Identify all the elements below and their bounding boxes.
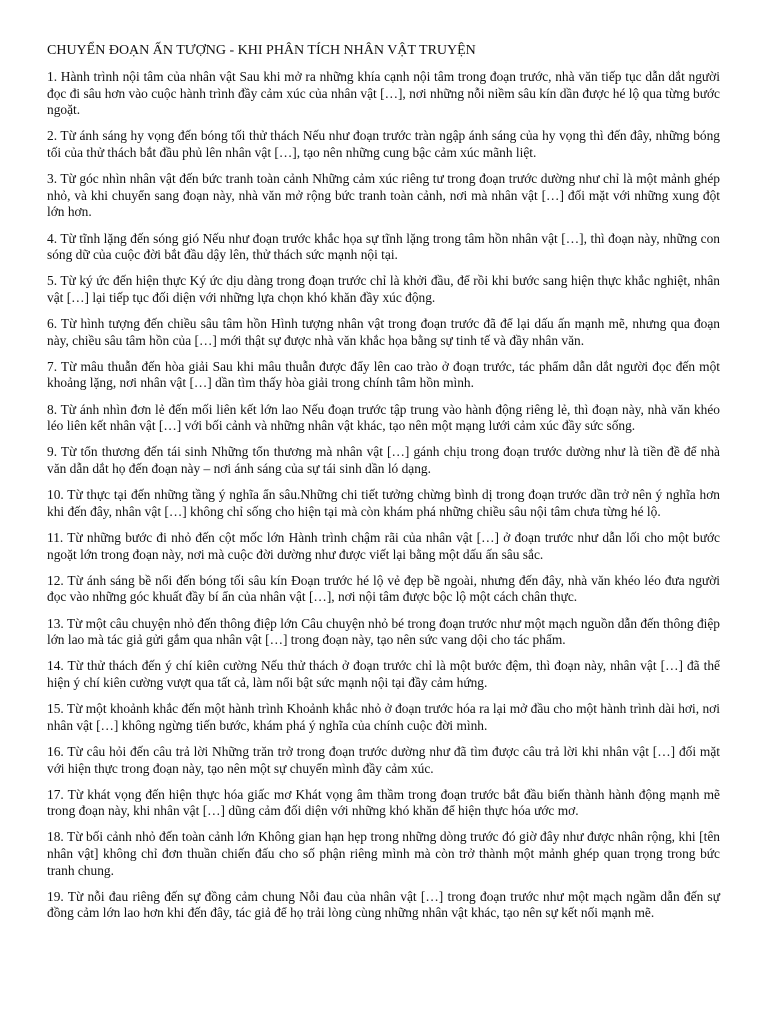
list-item: 16. Từ câu hỏi đến câu trả lời Những trăn trở trong đoạn trước dường như đã tìm được câu trả lời khi nhân vật […] đối mặt với hiện thực trong đoạn này, tạo nên một sự chuyển mình đầy cảm xúc. <box>47 743 720 776</box>
list-item: 15. Từ một khoảnh khắc đến một hành trình Khoảnh khắc nhỏ ở đoạn trước hóa ra lại mở đầu cho một hành trình dài hơi, nơi nhân vật […] không ngừng tiến bước, khám phá ý nghĩa của chính cuộc đời mình. <box>47 701 720 733</box>
list-item: 4. Từ tĩnh lặng đến sóng gió Nếu như đoạn trước khắc họa sự tĩnh lặng trong tâm hồn nhân vật […], thì đoạn này, những con sóng dữ của cuộc đời bắt đầu dậy lên, thử thách sức mạnh nội tại. <box>47 230 720 263</box>
list-item: 19. Từ nỗi đau riêng đến sự đồng cảm chung Nỗi đau của nhân vật […] trong đoạn trước như một mạch ngầm dẫn đến sự đồng cảm lớn lao hơn khi đến đây, tác giả để họ trải lòng cùng những nhân vật khác, tạo nên sự kết nối mạnh mẽ. <box>47 888 720 921</box>
list-item: 14. Từ thử thách đến ý chí kiên cường Nếu thử thách ở đoạn trước chỉ là một bước đệm, thì đoạn này, nhân vật […] đã thể hiện ý chí kiên cường vượt qua tất cả, làm nổi bật sức mạnh nội tại đầy cảm hứng. <box>47 658 720 690</box>
list-item: 7. Từ mâu thuẫn đến hòa giải Sau khi mâu thuẫn được đẩy lên cao trào ở đoạn trước, tác phẩm dẫn dắt người đọc đến một khoảng lặng, nơi nhân vật […] dần tìm thấy hòa giải trong chính tâm hồn mình. <box>47 358 720 391</box>
list-item: 1. Hành trình nội tâm của nhân vật Sau khi mở ra những khía cạnh nội tâm trong đoạn trước, nhà văn tiếp tục dẫn dắt người đọc đi sâu hơn vào cuộc hành trình đầy cảm xúc của nhân vật […], nơi những nỗi niềm sâu kín dần được hé lộ qua từng bước ngoặt. <box>47 69 720 118</box>
list-item: 10. Từ thực tại đến những tầng ý nghĩa ẩn sâu.Những chi tiết tưởng chừng bình dị trong đoạn trước dần trở nên ý nghĩa hơn khi đến đây, nhân vật […] không chỉ sống cho hiện tại mà còn khám phá những chiều sâu nội tâm chưa từng hé lộ. <box>47 487 720 519</box>
list-item: 5. Từ ký ức đến hiện thực Ký ức dịu dàng trong đoạn trước chỉ là khởi đầu, để rồi khi bước sang hiện thực khắc nghiệt, nhân vật […] lại tiếp tục đối diện với những lựa chọn khó khăn đầy xúc động. <box>47 273 720 305</box>
list-item: 3. Từ góc nhìn nhân vật đến bức tranh toàn cảnh Những cảm xúc riêng tư trong đoạn trước dường như chỉ là một mảnh ghép nhỏ, và khi chuyển sang đoạn này, nhà văn mở rộng bức tranh toàn cảnh, nơi mà nhân vật […] đối mặt với những xung đột lớn hơn. <box>47 171 720 220</box>
list-item: 11. Từ những bước đi nhỏ đến cột mốc lớn Hành trình chậm rãi của nhân vật […] ở đoạn trước như dẫn lối cho một bước ngoặt lớn trong đoạn này, nơi mà cuộc đời dường như được viết lại bằng một dấu ấn sâu sắc. <box>47 530 720 562</box>
list-item: 6. Từ hình tượng đến chiều sâu tâm hồn Hình tượng nhân vật trong đoạn trước đã để lại dấu ấn mạnh mẽ, nhưng qua đoạn này, chiều sâu tâm hồn của […] mới thật sự được nhà văn khắc họa bằng sự tinh tế và đầy nhân văn. <box>47 316 720 348</box>
list-item: 17. Từ khát vọng đến hiện thực hóa giấc mơ Khát vọng âm thầm trong đoạn trước bắt đầu biến thành hành động mạnh mẽ trong đoạn này, khi nhân vật […] dũng cảm đối diện với những khó khăn để hiện thực hóa ước mơ. <box>47 786 720 819</box>
list-item: 8. Từ ánh nhìn đơn lẻ đến mối liên kết lớn lao Nếu đoạn trước tập trung vào hành động riêng lẻ, thì đoạn này, nhà văn khéo léo liên kết nhân vật […] với bối cảnh và những nhân vật khác, tạo nên một mạng lưới cảm xúc đầy sức sống. <box>47 401 720 434</box>
document-title: CHUYỂN ĐOẠN ẤN TƯỢNG - KHI PHÂN TÍCH NHÂN VẬT TRUYỆN <box>47 43 476 58</box>
list-item: 9. Từ tổn thương đến tái sinh Những tổn thương mà nhân vật […] gánh chịu trong đoạn trước dường như là tiền đề để nhà văn dẫn dắt họ đến đoạn này – nơi ánh sáng của sự tái sinh dần ló dạng. <box>47 444 720 477</box>
list-item: 18. Từ bối cảnh nhỏ đến toàn cảnh lớn Không gian hạn hẹp trong những dòng trước đó giờ đây như được nhân rộng, khi [tên nhân vật] không chỉ đơn thuần chiến đấu cho số phận riêng mình mà còn trở thành một mảnh ghép quan trọng trong bức tranh chung. <box>47 829 720 878</box>
list-item: 13. Từ một câu chuyện nhỏ đến thông điệp lớn Câu chuyện nhỏ bé trong đoạn trước như một mạch nguồn dẫn đến thông điệp lớn lao mà tác giả gửi gắm qua nhân vật […] trong đoạn này, tạo nên sức vang dội cho tác phẩm. <box>47 615 720 648</box>
paragraph-list <box>47 69 720 922</box>
list-item: 2. Từ ánh sáng hy vọng đến bóng tối thử thách Nếu như đoạn trước tràn ngập ánh sáng của hy vọng thì đến đây, những bóng tối của thử thách bắt đầu phủ lên nhân vật […], tạo nên những cung bậc cảm xúc mãnh liệt. <box>47 128 720 160</box>
list-item: 12. Từ ánh sáng bề nổi đến bóng tối sâu kín Đoạn trước hé lộ vẻ đẹp bề ngoài, nhưng đến đây, nhà văn khéo léo đưa người đọc vào những góc khuất đầy bí ẩn của nhân vật […], nơi nội tâm được bộc lộ một cách chân thực. <box>47 572 720 605</box>
